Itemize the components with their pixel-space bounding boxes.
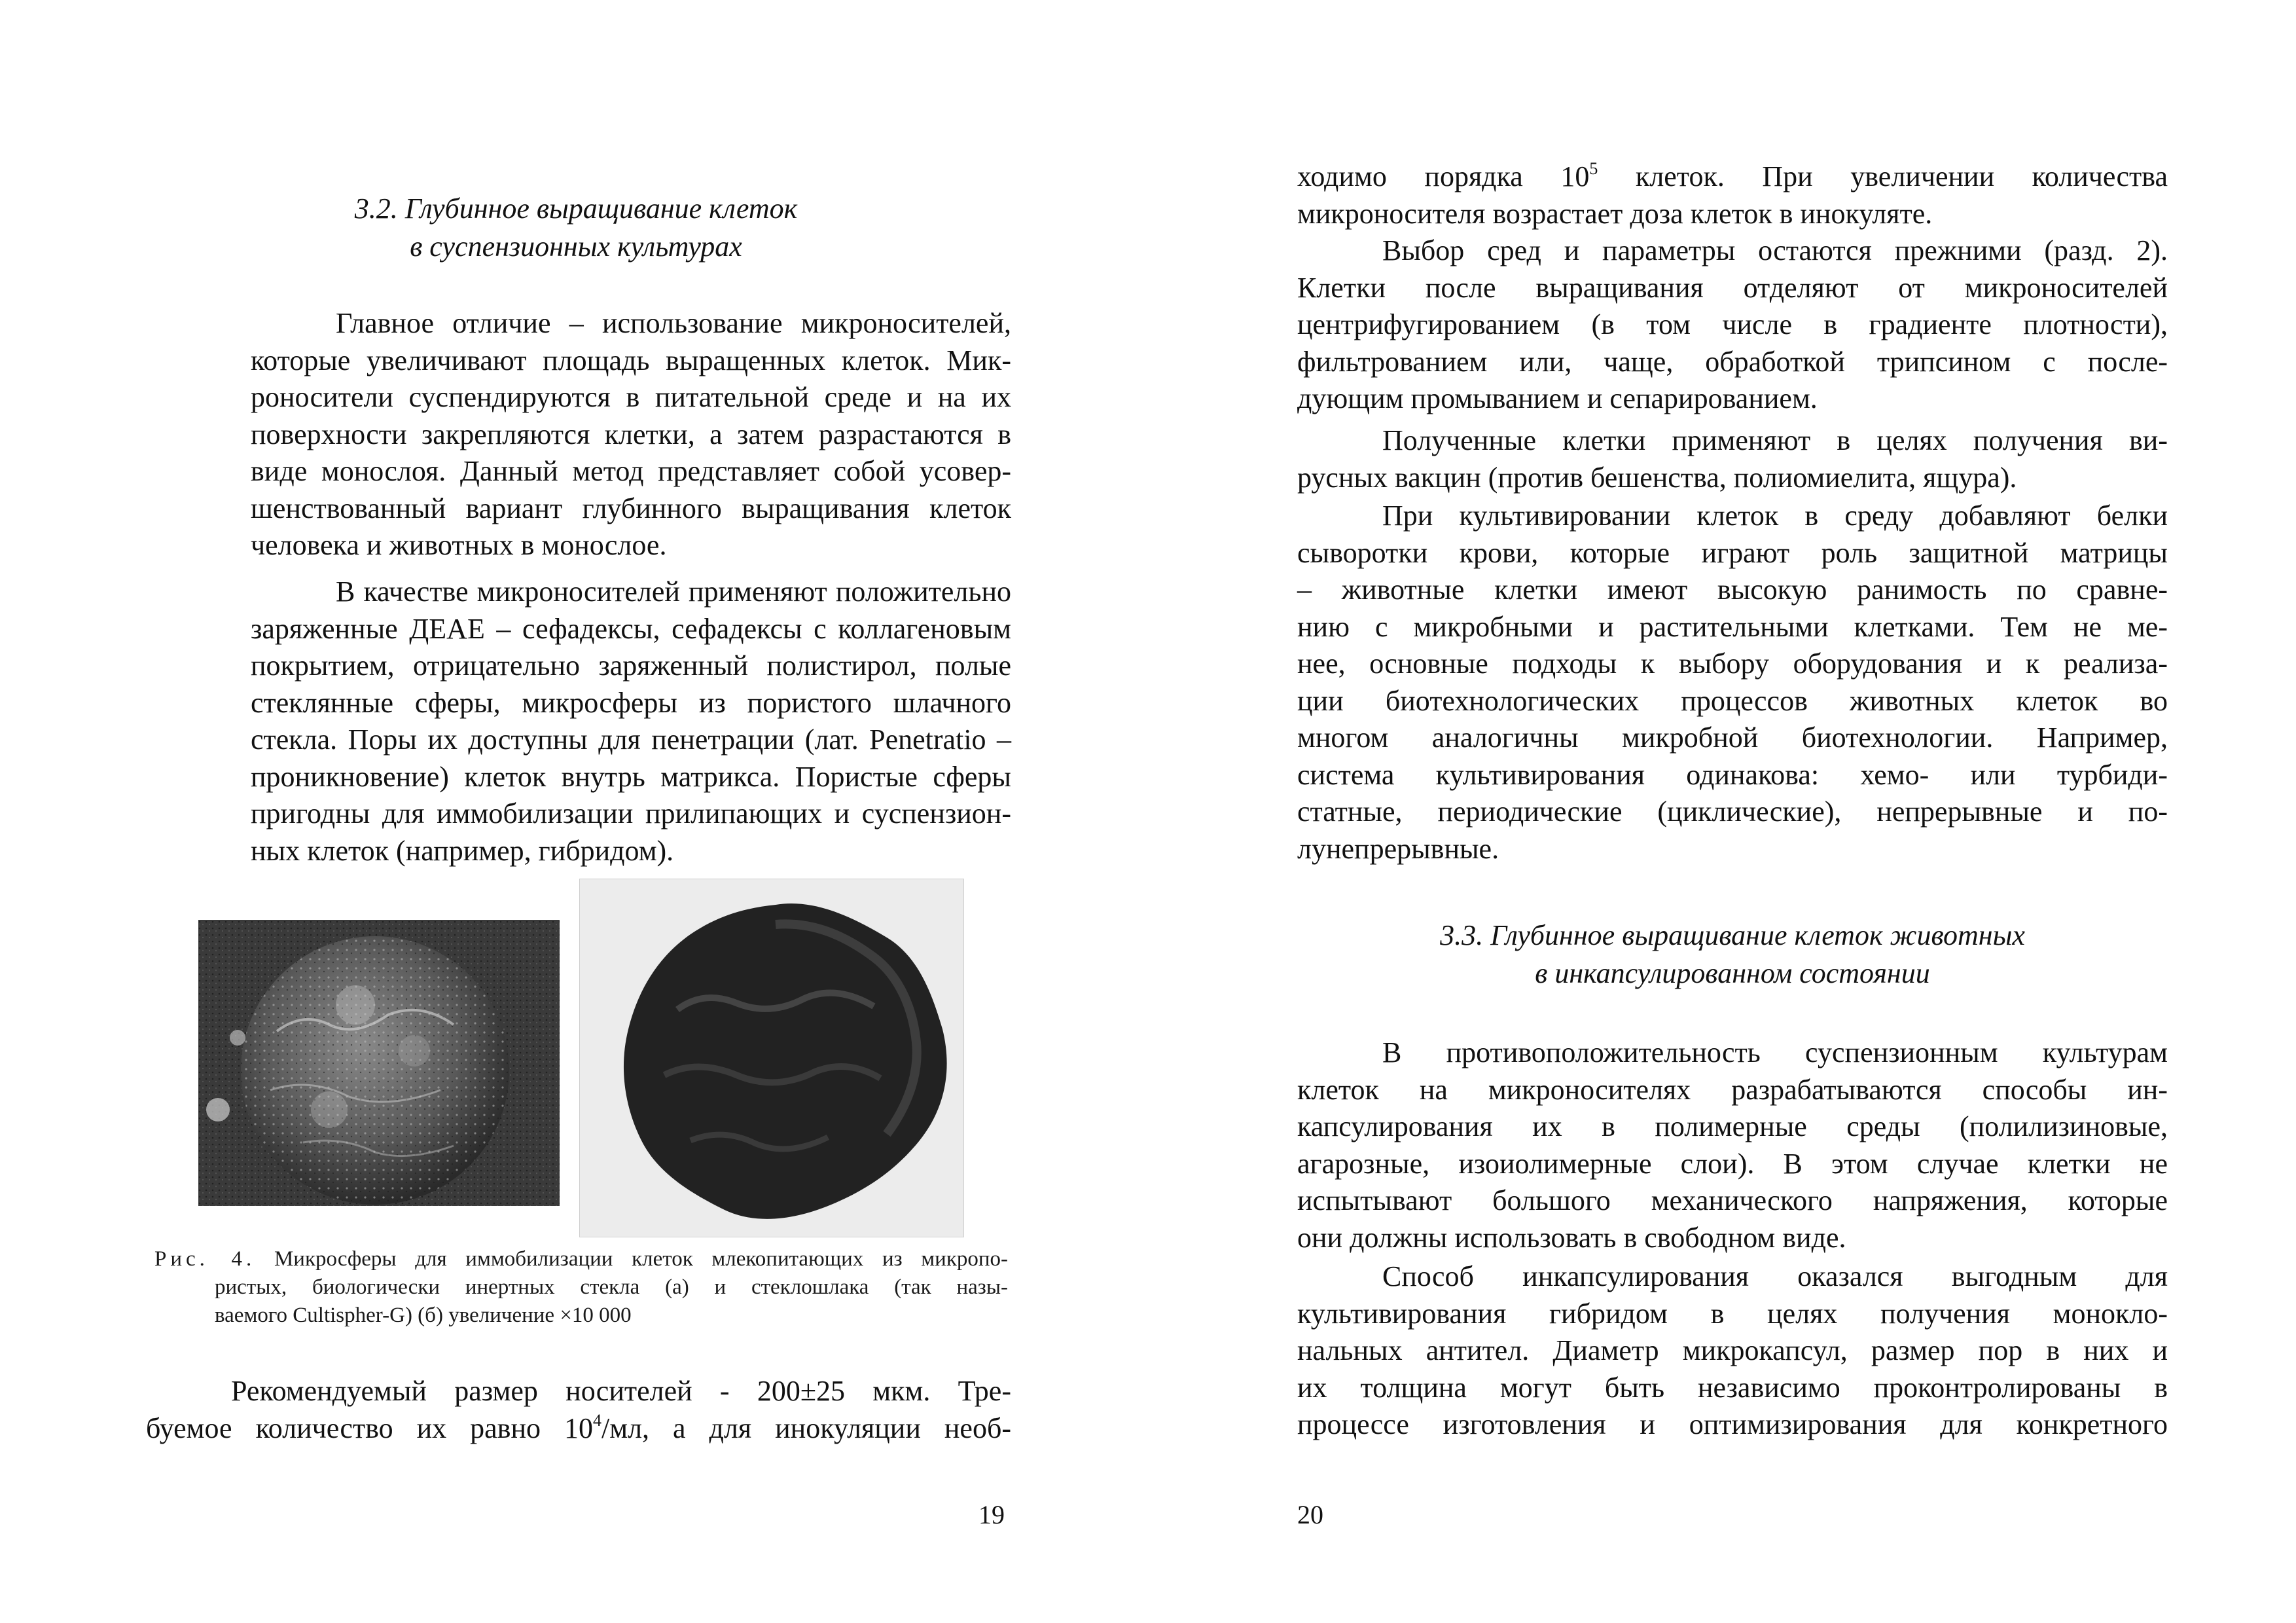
text-line: проникновение) клеток внутрь матрикса. Пористые сферы xyxy=(251,760,1011,793)
text-segment: буемое количество их равно 10 xyxy=(146,1412,593,1444)
figure-b-cultispher-image xyxy=(579,879,964,1237)
text-line: виде монослоя. Данный метод представляет собой усовер- xyxy=(251,455,1011,487)
paragraph xyxy=(1297,498,2168,867)
figure-a-microsphere-image xyxy=(198,920,560,1206)
caption-line: ристых, биологически инертных стекла (а) и стеклошлака (так назы- xyxy=(215,1275,1008,1299)
text-line: заряженные ДЕАЕ – сефадексы, сефадексы с коллагеновым xyxy=(251,612,1011,645)
caption-label: Рис. 4. xyxy=(154,1247,256,1271)
text-line: стеклянные сферы, микросферы из пористого шлачного xyxy=(251,686,1011,719)
text-line: их толщина могут быть независимо проконтролированы в xyxy=(1297,1371,2168,1404)
text-line: лунепрерывные. xyxy=(1297,832,1499,865)
text-line: Рекомендуемый размер носителей - 200±25 мкм. Тре- xyxy=(231,1375,1011,1407)
text-line: покрытием, отрицательно заряженный полистирол, полые xyxy=(251,649,1011,682)
text-line: нию с микробными и растительными клетками. Тем не ме- xyxy=(1297,610,2168,643)
text-line: поверхности закрепляются клетки, а затем разрастаются в xyxy=(251,418,1011,450)
paragraph xyxy=(1297,1258,2168,1444)
page-number: 19 xyxy=(978,1500,1005,1529)
text-line: агарозные, изоиолимерные слои). В этом случае клетки не xyxy=(1297,1147,2168,1180)
text-line: микроносителя возрастает доза клеток в инокуляте. xyxy=(1297,197,1933,230)
text-line: ции биотехнологических процессов животных клеток во xyxy=(1297,684,2168,717)
text-line: клеток на микроносителях разрабатываются способы ин- xyxy=(1297,1073,2168,1106)
text-line: ных клеток (например, гибридом). xyxy=(251,834,674,867)
text-line: Главное отличие – использование микроносителей, xyxy=(336,307,1011,339)
text-line xyxy=(1297,158,2168,196)
text-line: стекла. Поры их доступны для пенетрации (лат. Penetratio – xyxy=(251,723,1011,756)
text-line: дующим промыванием и сепарированием. xyxy=(1297,382,1818,414)
superscript: 5 xyxy=(1589,159,1598,178)
caption-text: Микросферы для иммобилизации клеток млекопитающих из микропо- xyxy=(274,1247,1009,1271)
heading-line: в суспензионных культурах xyxy=(410,230,742,263)
text-line: процессе изготовления и оптимизирования для конкретного xyxy=(1297,1408,2168,1440)
text-segment: ходимо порядка 10 xyxy=(1297,160,1590,192)
text-line: они должны использовать в свободном виде. xyxy=(1297,1221,1846,1254)
text-line: – животные клетки имеют высокую ранимость по сравне- xyxy=(1297,574,2168,606)
superscript: 4 xyxy=(593,1410,601,1430)
text-line: нее, основные подходы к выбору оборудования и к реализа- xyxy=(1297,647,2168,680)
text-line: испытывают большого механического напряжения, которые xyxy=(1297,1184,2168,1216)
paragraph xyxy=(1297,158,2168,232)
text-line: многом аналогичны микробной биотехнологии. Например, xyxy=(1297,721,2168,754)
heading-line: 3.2. Глубинное выращивание клеток xyxy=(354,192,798,225)
text-line: нальных антител. Диаметр микрокапсул, размер пор в них и xyxy=(1297,1334,2168,1366)
text-line: сыворотки крови, которые играют роль защитной матрицы xyxy=(1297,536,2168,569)
text-line: роносители суспендируются в питательной среде и на их xyxy=(251,381,1011,413)
text-line: В противоположительность суспензионным культурам xyxy=(1382,1036,2168,1068)
text-line: шенствованный вариант глубинного выращивания клеток xyxy=(251,492,1011,524)
paragraph xyxy=(1297,1034,2168,1256)
text-line: Клетки после выращивания отделяют от микроносителей xyxy=(1297,271,2168,304)
text-line: В качестве микроносителей применяют положительно xyxy=(336,575,1011,608)
text-line: русных вакцин (против бешенства, полиомиелита, ящура). xyxy=(1297,461,2017,494)
text-line: пригодны для иммобилизации прилипающих и суспензион- xyxy=(251,797,1011,830)
paragraph xyxy=(146,574,1011,869)
text-line: которые увеличивают площадь выращенных клеток. Мик- xyxy=(251,344,1011,376)
text-line: статные, периодические (циклические), непрерывные и по- xyxy=(1297,795,2168,828)
text-segment: /мл, а для инокуляции необ- xyxy=(601,1412,1011,1444)
heading-line: в инкапсулированном состоянии xyxy=(1535,957,1930,989)
paragraph xyxy=(1297,232,2168,418)
paragraph xyxy=(146,1373,1011,1447)
paragraph xyxy=(146,305,1011,564)
heading-line: 3.3. Глубинное выращивание клеток животных xyxy=(1440,919,2025,951)
section-heading-3-2 xyxy=(249,190,903,266)
text-line: фильтрованием или, чаще, обработкой трипсином с после- xyxy=(1297,345,2168,378)
text-line: система культивирования одинакова: хемо- или турбиди- xyxy=(1297,758,2168,791)
figure-caption xyxy=(154,1245,1008,1330)
page-number: 20 xyxy=(1297,1500,1323,1529)
text-line: Полученные клетки применяют в целях получения ви- xyxy=(1382,424,2168,456)
text-line: культивирования гибридом в целях получения моноклo- xyxy=(1297,1297,2168,1330)
section-heading-3-3 xyxy=(1363,917,2102,993)
text-line: При культивировании клеток в среду добавляют белки xyxy=(1382,500,2168,532)
paragraph xyxy=(1297,422,2168,496)
text-line: Выбор сред и параметры остаются прежними (разд. 2). xyxy=(1382,234,2168,266)
text-line: капсулирования их в полимерные среды (полилизиновые, xyxy=(1297,1110,2168,1142)
text-line xyxy=(146,1410,1011,1448)
right-page xyxy=(1148,0,2296,1623)
caption-line: ваемого Cultispher-G) (б) увеличение ×10 000 xyxy=(215,1304,632,1327)
caption-line xyxy=(154,1245,1008,1273)
text-segment: клеток. При увеличении количества xyxy=(1598,160,2168,192)
text-line: человека и животных в монослое. xyxy=(251,529,667,561)
text-line: центрифугированием (в том числе в градиенте плотности), xyxy=(1297,308,2168,340)
text-line: Способ инкапсулирования оказался выгодным для xyxy=(1382,1260,2168,1292)
